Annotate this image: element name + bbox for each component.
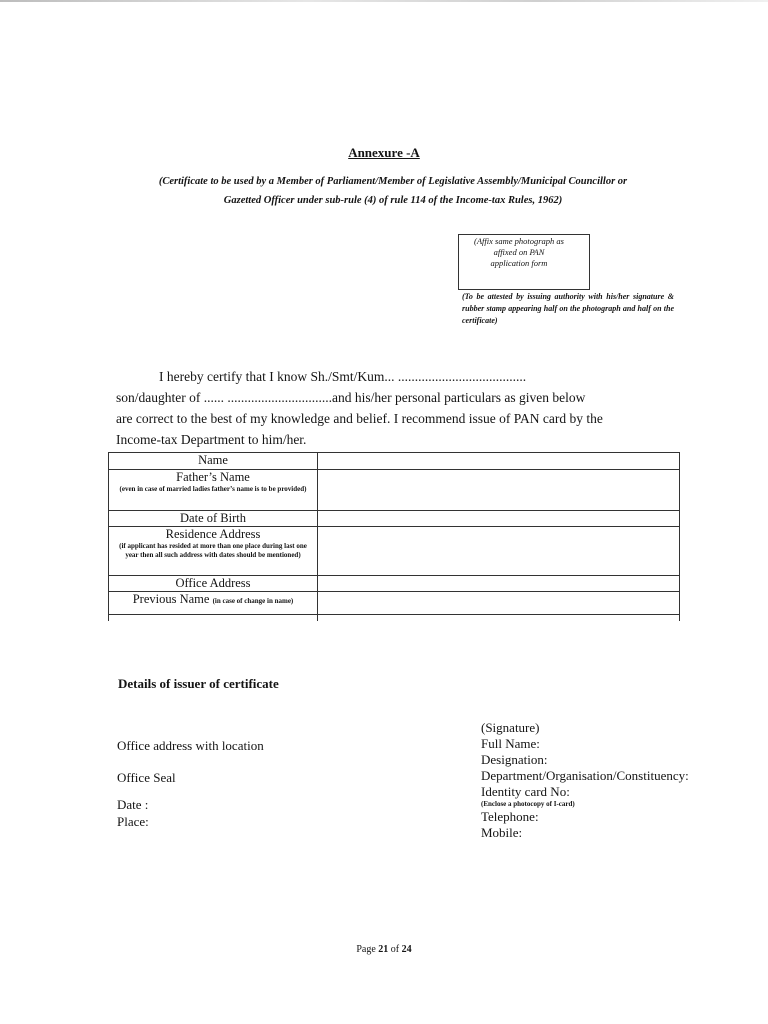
office-address-field: Office address with location (117, 738, 264, 753)
table-row-residence (109, 527, 680, 576)
office-seal-field: Office Seal (117, 770, 176, 785)
certify-line-4: Income-tax Department to him/her. (116, 432, 307, 447)
photo-line-1: (Affix same photograph as (474, 236, 564, 246)
subtitle-line-1: (Certificate to be used by a Member of Parliament/Member of Legislative Assembly/Municipal Councillor or (158, 176, 628, 187)
full-name-field: Full Name: (481, 736, 540, 751)
father-name-value-cell[interactable] (318, 470, 680, 511)
page-number (0, 944, 768, 955)
designation-field: Designation: (481, 752, 548, 767)
previous-name-note: (in case of change in name) (212, 597, 294, 605)
photograph-instruction (459, 236, 579, 269)
date-field: Date : (117, 797, 149, 812)
father-name-note: (even in case of married ladies father’s name is to be provided) (119, 485, 307, 493)
issuer-details (481, 720, 731, 841)
mobile-field: Mobile: (481, 825, 523, 840)
certify-line-1: I hereby certify that I know Sh./Smt/Kum... ...................................... (159, 369, 527, 384)
table-row-name (109, 453, 680, 470)
document-title: Annexure -A (348, 145, 420, 160)
table-row-spacer (109, 615, 680, 622)
page-total: 24 (401, 944, 412, 955)
photo-line-3: application form (490, 258, 548, 268)
table-row-dob (109, 511, 680, 527)
table-row-father-name (109, 470, 680, 511)
issuer-heading: Details of issuer of certificate (118, 676, 279, 691)
residence-label: Residence Address (165, 527, 261, 541)
attestation-note: (To be attested by issuing authority with his/her signature & rubber stamp appearing half on the photograph and half on the certificate) (462, 292, 674, 325)
residence-value-cell[interactable] (318, 527, 680, 576)
page-prefix: Page (356, 944, 376, 955)
particulars-table (108, 452, 680, 621)
office-address-value-cell[interactable] (318, 576, 680, 592)
page-current: 21 (378, 944, 389, 955)
residence-note: (if applicant has resided at more than one place during last one year then all such address with dates should be mentioned) (119, 542, 307, 559)
signature-field: (Signature) (481, 720, 540, 735)
name-value-cell[interactable] (318, 453, 680, 470)
department-field: Department/Organisation/Constituency: (481, 768, 689, 783)
identity-card-field: Identity card No: (481, 784, 570, 799)
photograph-box (458, 234, 590, 290)
subtitle-line-2: Gazetted Officer under sub-rule (4) of rule 114 of the Income-tax Rules, 1962) (223, 195, 563, 206)
certification-paragraph (116, 366, 672, 450)
father-name-label: Father’s Name (176, 470, 250, 484)
place-field: Place: (117, 814, 149, 829)
certify-line-2: son/daughter of ...... ...............................and his/her personal particulars as given below (116, 390, 586, 405)
name-label: Name (198, 453, 228, 467)
certify-line-3: are correct to the best of my knowledge and belief. I recommend issue of PAN card by the (116, 411, 603, 426)
scan-edge (0, 0, 768, 2)
photo-line-2: affixed on PAN (493, 247, 545, 257)
document-subtitle (108, 172, 678, 210)
telephone-field: Telephone: (481, 809, 539, 824)
dob-value-cell[interactable] (318, 511, 680, 527)
identity-card-note: (Enclose a photocopy of I-card) (481, 800, 575, 808)
previous-name-label: Previous Name (132, 592, 210, 606)
table-row-office (109, 576, 680, 592)
page-of: of (390, 944, 400, 955)
table-row-previous-name (109, 592, 680, 615)
previous-name-value-cell[interactable] (318, 592, 680, 615)
dob-label: Date of Birth (180, 511, 246, 525)
office-address-label: Office Address (175, 576, 251, 590)
